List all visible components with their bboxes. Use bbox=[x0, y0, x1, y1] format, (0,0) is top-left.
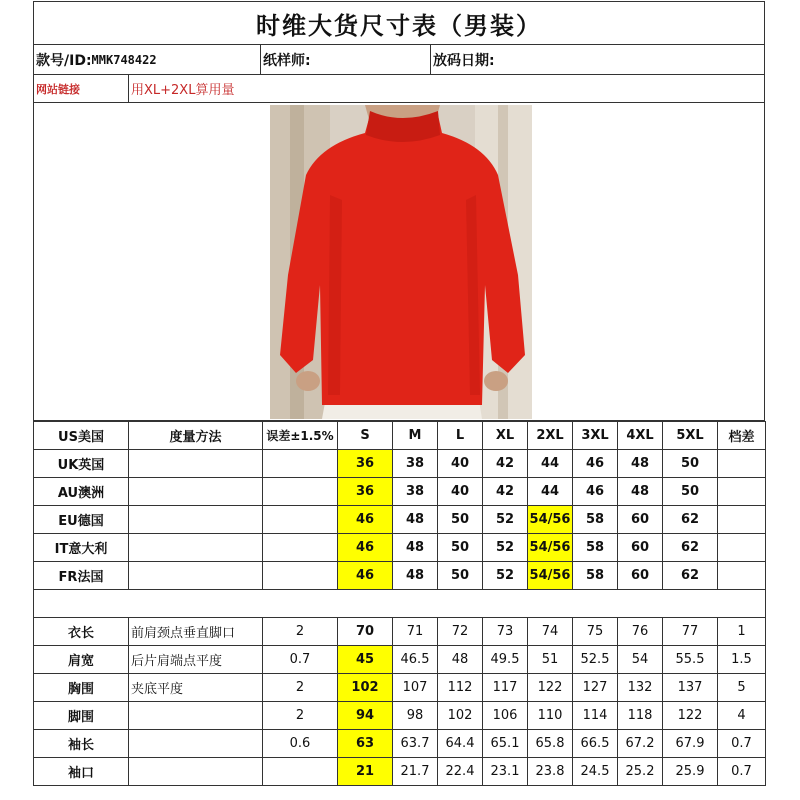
size-header-s: S bbox=[338, 422, 393, 450]
measure-row bbox=[34, 618, 766, 646]
measure-value: 67.9 bbox=[663, 730, 718, 758]
size-header-m: M bbox=[393, 422, 438, 450]
size-value: 60 bbox=[618, 506, 663, 534]
pattern-maker-label: 纸样师: bbox=[263, 52, 311, 69]
measure-value: 132 bbox=[618, 674, 663, 702]
measure-value: 112 bbox=[438, 674, 483, 702]
region-row bbox=[34, 478, 766, 506]
measure-value: 127 bbox=[573, 674, 618, 702]
measure-value: 72 bbox=[438, 618, 483, 646]
size-value: 42 bbox=[483, 478, 528, 506]
size-value: 46 bbox=[573, 478, 618, 506]
size-header-3xl: 3XL bbox=[573, 422, 618, 450]
measure-tolerance: 2 bbox=[263, 618, 338, 646]
region-grade bbox=[718, 534, 766, 562]
measure-method bbox=[129, 730, 263, 758]
method-header: 度量方法 bbox=[129, 422, 263, 450]
measure-value: 70 bbox=[338, 618, 393, 646]
size-header-5xl: 5XL bbox=[663, 422, 718, 450]
region-tolerance bbox=[263, 478, 338, 506]
region-grade bbox=[718, 478, 766, 506]
measure-tolerance: 0.6 bbox=[263, 730, 338, 758]
measure-tolerance: 0.7 bbox=[263, 646, 338, 674]
measure-value: 122 bbox=[663, 702, 718, 730]
size-header-4xl: 4XL bbox=[618, 422, 663, 450]
size-value: 62 bbox=[663, 506, 718, 534]
measure-value: 67.2 bbox=[618, 730, 663, 758]
measure-name: 袖口 bbox=[34, 758, 129, 786]
measure-name: 肩宽 bbox=[34, 646, 129, 674]
size-value: 54/56 bbox=[528, 506, 573, 534]
region-method bbox=[129, 534, 263, 562]
measure-value: 77 bbox=[663, 618, 718, 646]
measure-value: 21.7 bbox=[393, 758, 438, 786]
measure-value: 24.5 bbox=[573, 758, 618, 786]
region-grade bbox=[718, 450, 766, 478]
size-value: 38 bbox=[393, 478, 438, 506]
measure-grade: 4 bbox=[718, 702, 766, 730]
measure-value: 122 bbox=[528, 674, 573, 702]
measure-value: 74 bbox=[528, 618, 573, 646]
measure-grade: 1 bbox=[718, 618, 766, 646]
size-value: 60 bbox=[618, 562, 663, 590]
size-value: 46 bbox=[338, 534, 393, 562]
measure-value: 25.9 bbox=[663, 758, 718, 786]
region-method bbox=[129, 562, 263, 590]
grading-date-label: 放码日期: bbox=[433, 52, 495, 69]
size-value: 48 bbox=[618, 450, 663, 478]
measure-value: 114 bbox=[573, 702, 618, 730]
size-value: 48 bbox=[393, 534, 438, 562]
size-value: 46 bbox=[338, 506, 393, 534]
tolerance-header: 误差±1.5% bbox=[263, 422, 338, 450]
measure-row bbox=[34, 646, 766, 674]
size-value: 48 bbox=[393, 562, 438, 590]
measure-method bbox=[129, 758, 263, 786]
measure-grade: 5 bbox=[718, 674, 766, 702]
measure-value: 102 bbox=[338, 674, 393, 702]
measure-value: 110 bbox=[528, 702, 573, 730]
measure-value: 21 bbox=[338, 758, 393, 786]
size-value: 44 bbox=[528, 478, 573, 506]
style-id-label: 款号/ID: bbox=[36, 52, 92, 69]
region-method bbox=[129, 506, 263, 534]
measure-value: 118 bbox=[618, 702, 663, 730]
measure-value: 51 bbox=[528, 646, 573, 674]
region-header: US美国 bbox=[34, 422, 129, 450]
product-photo bbox=[270, 105, 532, 419]
region-row bbox=[34, 450, 766, 478]
measure-value: 73 bbox=[483, 618, 528, 646]
region-tolerance bbox=[263, 562, 338, 590]
size-value: 46 bbox=[573, 450, 618, 478]
measure-value: 48 bbox=[438, 646, 483, 674]
size-value: 50 bbox=[438, 534, 483, 562]
info-row bbox=[33, 45, 765, 75]
measure-value: 22.4 bbox=[438, 758, 483, 786]
size-value: 60 bbox=[618, 534, 663, 562]
measure-grade: 0.7 bbox=[718, 758, 766, 786]
size-chart-sheet bbox=[33, 1, 765, 786]
size-value: 54/56 bbox=[528, 562, 573, 590]
size-value: 52 bbox=[483, 562, 528, 590]
size-value: 52 bbox=[483, 534, 528, 562]
region-row bbox=[34, 506, 766, 534]
size-value: 52 bbox=[483, 506, 528, 534]
size-value: 58 bbox=[573, 562, 618, 590]
measure-value: 55.5 bbox=[663, 646, 718, 674]
pattern-maker-cell bbox=[261, 45, 431, 74]
measure-name: 胸围 bbox=[34, 674, 129, 702]
measure-row bbox=[34, 758, 766, 786]
measure-row bbox=[34, 702, 766, 730]
measure-value: 49.5 bbox=[483, 646, 528, 674]
measure-value: 102 bbox=[438, 702, 483, 730]
size-header-xl: XL bbox=[483, 422, 528, 450]
size-value: 50 bbox=[438, 506, 483, 534]
region-tolerance bbox=[263, 534, 338, 562]
region-name: EU德国 bbox=[34, 506, 129, 534]
size-value: 48 bbox=[393, 506, 438, 534]
measure-value: 46.5 bbox=[393, 646, 438, 674]
photo-area bbox=[33, 103, 765, 421]
size-value: 50 bbox=[663, 478, 718, 506]
size-header-l: L bbox=[438, 422, 483, 450]
measure-value: 65.8 bbox=[528, 730, 573, 758]
measure-value: 63.7 bbox=[393, 730, 438, 758]
size-value: 54/56 bbox=[528, 534, 573, 562]
sheet-title: 时维大货尺寸表（男装） bbox=[33, 1, 765, 45]
measure-value: 23.8 bbox=[528, 758, 573, 786]
measure-row bbox=[34, 674, 766, 702]
spacer-cell bbox=[34, 590, 766, 618]
size-value: 62 bbox=[663, 534, 718, 562]
region-name: AU澳洲 bbox=[34, 478, 129, 506]
region-row bbox=[34, 534, 766, 562]
size-value: 62 bbox=[663, 562, 718, 590]
region-name: UK英国 bbox=[34, 450, 129, 478]
region-tolerance bbox=[263, 450, 338, 478]
size-table bbox=[33, 421, 766, 786]
region-tolerance bbox=[263, 506, 338, 534]
measure-name: 袖长 bbox=[34, 730, 129, 758]
measure-method bbox=[129, 702, 263, 730]
size-value: 36 bbox=[338, 478, 393, 506]
region-method bbox=[129, 450, 263, 478]
size-value: 48 bbox=[618, 478, 663, 506]
grading-date-cell bbox=[431, 45, 764, 74]
measure-value: 45 bbox=[338, 646, 393, 674]
measure-value: 52.5 bbox=[573, 646, 618, 674]
measure-value: 137 bbox=[663, 674, 718, 702]
region-method bbox=[129, 478, 263, 506]
spacer-row bbox=[34, 590, 766, 618]
size-value: 50 bbox=[438, 562, 483, 590]
measure-method: 前肩颈点垂直脚口 bbox=[129, 618, 263, 646]
region-row bbox=[34, 562, 766, 590]
size-value: 40 bbox=[438, 478, 483, 506]
size-value: 46 bbox=[338, 562, 393, 590]
size-value: 58 bbox=[573, 534, 618, 562]
size-value: 38 bbox=[393, 450, 438, 478]
measure-value: 107 bbox=[393, 674, 438, 702]
region-name: FR法国 bbox=[34, 562, 129, 590]
style-id-cell bbox=[34, 45, 261, 74]
measure-value: 75 bbox=[573, 618, 618, 646]
measure-tolerance: 2 bbox=[263, 674, 338, 702]
measure-value: 106 bbox=[483, 702, 528, 730]
measure-method: 后片肩端点平度 bbox=[129, 646, 263, 674]
measure-value: 63 bbox=[338, 730, 393, 758]
measure-value: 94 bbox=[338, 702, 393, 730]
measure-tolerance bbox=[263, 758, 338, 786]
size-value: 44 bbox=[528, 450, 573, 478]
style-id-value: MMK748422 bbox=[91, 52, 157, 67]
measure-method: 夹底平度 bbox=[129, 674, 263, 702]
size-header-2xl: 2XL bbox=[528, 422, 573, 450]
website-link-label[interactable]: 网站链接 bbox=[34, 75, 129, 102]
size-value: 50 bbox=[663, 450, 718, 478]
measure-value: 98 bbox=[393, 702, 438, 730]
region-grade bbox=[718, 562, 766, 590]
measure-value: 23.1 bbox=[483, 758, 528, 786]
region-grade bbox=[718, 506, 766, 534]
measure-value: 76 bbox=[618, 618, 663, 646]
usage-note: 用XL+2XL算用量 bbox=[131, 83, 235, 98]
measure-value: 65.1 bbox=[483, 730, 528, 758]
measure-name: 脚围 bbox=[34, 702, 129, 730]
size-value: 36 bbox=[338, 450, 393, 478]
size-value: 40 bbox=[438, 450, 483, 478]
measure-value: 64.4 bbox=[438, 730, 483, 758]
measure-grade: 1.5 bbox=[718, 646, 766, 674]
measure-value: 66.5 bbox=[573, 730, 618, 758]
measure-row bbox=[34, 730, 766, 758]
size-value: 58 bbox=[573, 506, 618, 534]
measure-value: 117 bbox=[483, 674, 528, 702]
size-header-row bbox=[34, 422, 766, 450]
measure-grade: 0.7 bbox=[718, 730, 766, 758]
measure-value: 25.2 bbox=[618, 758, 663, 786]
measure-value: 71 bbox=[393, 618, 438, 646]
measure-name: 衣长 bbox=[34, 618, 129, 646]
link-row bbox=[33, 75, 765, 103]
size-value: 42 bbox=[483, 450, 528, 478]
measure-value: 54 bbox=[618, 646, 663, 674]
measure-tolerance: 2 bbox=[263, 702, 338, 730]
region-name: IT意大利 bbox=[34, 534, 129, 562]
grade-header: 档差 bbox=[718, 422, 766, 450]
